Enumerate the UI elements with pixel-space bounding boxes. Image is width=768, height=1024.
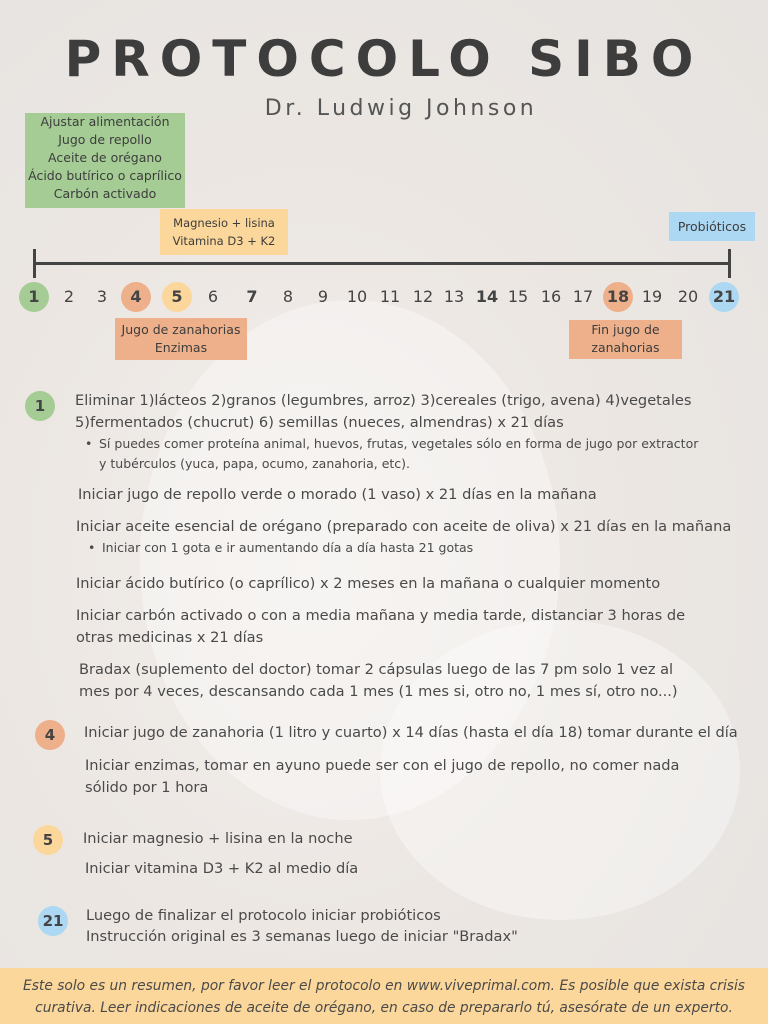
day-13: 13 <box>443 287 465 306</box>
box-day4-line: Enzimas <box>154 340 208 355</box>
day-14: 14 <box>475 287 499 306</box>
page-title: PROTOCOLO SIBO <box>64 30 704 88</box>
day-8: 8 <box>282 287 294 306</box>
section-1-bullet-2: • Iniciar con 1 gota e ir aumentando día a día hasta 21 gotas <box>102 538 702 558</box>
section-1-p6: Bradax (suplemento del doctor) tomar 2 cápsulas luego de las 7 pm solo 1 vez al mes por 4 veces, descansando cada 1 mes (1 mes si, otro no, 1 mes sí, otro no...) <box>79 661 678 700</box>
timeline-line <box>34 262 731 265</box>
section-5-p2: Iniciar vitamina D3 + K2 al medio día <box>85 860 359 877</box>
box-day1-line: Ácido butírico o caprílico <box>28 168 182 183</box>
day-2: 2 <box>63 287 75 306</box>
box-day5 <box>160 209 288 255</box>
day-4: 4 <box>121 282 151 312</box>
timeline-start-tick <box>33 249 36 278</box>
section-21-badge: 21 <box>38 906 68 936</box>
box-day1-line: Jugo de repollo <box>58 132 152 147</box>
box-day18-line: Fin jugo de <box>591 322 660 337</box>
day-19: 19 <box>641 287 663 306</box>
section-5-badge: 5 <box>33 825 63 855</box>
box-day4-line: Jugo de zanahorias <box>121 322 241 337</box>
day-5: 5 <box>162 282 192 312</box>
section-1-p5: Iniciar carbón activado o con a media mañana y media tarde, distanciar 3 horas de otras medicinas x 21 días <box>76 607 686 646</box>
footer-disclaimer <box>0 968 768 1024</box>
section-4-p1: Iniciar jugo de zanahoria (1 litro y cuarto) x 14 días (hasta el día 18) tomar durante el día <box>84 724 738 741</box>
day-1: 1 <box>19 282 49 312</box>
day-18: 18 <box>603 282 633 312</box>
day-20: 20 <box>677 287 699 306</box>
page-subtitle: Dr. Ludwig Johnson <box>264 96 538 121</box>
section-1-p1: Eliminar 1)lácteos 2)granos (legumbres, arroz) 3)cereales (trigo, avena) 4)vegetales 5)fermentados (chucrut) 6) semillas (nueces, almendras) x 21 días <box>75 392 692 431</box>
section-1-badge: 1 <box>25 391 55 421</box>
section-21-p1: Luego de finalizar el protocolo iniciar probióticos <box>86 907 441 924</box>
day-3: 3 <box>96 287 108 306</box>
day-16: 16 <box>540 287 562 306</box>
day-21: 21 <box>709 282 739 312</box>
section-1-p4: Iniciar ácido butírico (o caprílico) x 2 meses en la mañana o cualquier momento <box>76 575 661 592</box>
day-12: 12 <box>412 287 434 306</box>
box-day18-line: zanahorias <box>591 340 660 355</box>
day-11: 11 <box>379 287 401 306</box>
day-10: 10 <box>346 287 368 306</box>
footer-line-2: curativa. Leer indicaciones de aceite de orégano, en caso de prepararlo tú, asesórate de un experto. <box>35 1000 733 1016</box>
box-day18 <box>569 320 682 359</box>
box-day5-line: Magnesio + lisina <box>173 216 275 230</box>
day-7: 7 <box>246 287 258 306</box>
day-9: 9 <box>317 287 329 306</box>
box-day5-line: Vitamina D3 + K2 <box>172 234 276 248</box>
section-1-bullet-1: • Sí puedes comer proteína animal, huevos, frutas, vegetales sólo en forma de jugo por extractor y tubérculos (yuca, papa, ocumo, zanahoria, etc). <box>99 434 699 474</box>
timeline-end-tick <box>728 249 731 278</box>
section-1-p3: Iniciar aceite esencial de orégano (preparado con aceite de oliva) x 21 días en la mañana <box>76 518 732 535</box>
day-6: 6 <box>207 287 219 306</box>
section-21-p2: Instrucción original es 3 semanas luego de iniciar "Bradax" <box>86 928 518 945</box>
footer-line-1: Este solo es un resumen, por favor leer el protocolo en www.viveprimal.com. Es posible que exista crisis <box>23 978 745 994</box>
section-4-p2: Iniciar enzimas, tomar en ayuno puede ser con el jugo de repollo, no comer nada sólido por 1 hora <box>85 757 680 796</box>
section-5-p1: Iniciar magnesio + lisina en la noche <box>83 830 353 847</box>
box-day4 <box>115 318 247 360</box>
box-day1-line: Aceite de orégano <box>48 150 162 165</box>
box-day21 <box>669 212 755 241</box>
box-day1-line: Carbón activado <box>53 186 157 201</box>
section-1-p2: Iniciar jugo de repollo verde o morado (1 vaso) x 21 días en la mañana <box>78 486 597 503</box>
box-day21-label: Probióticos <box>677 219 747 234</box>
day-17: 17 <box>572 287 594 306</box>
box-day1-line: Ajustar alimentación <box>40 114 170 129</box>
day-15: 15 <box>507 287 529 306</box>
box-day1 <box>25 113 185 208</box>
section-4-badge: 4 <box>35 720 65 750</box>
